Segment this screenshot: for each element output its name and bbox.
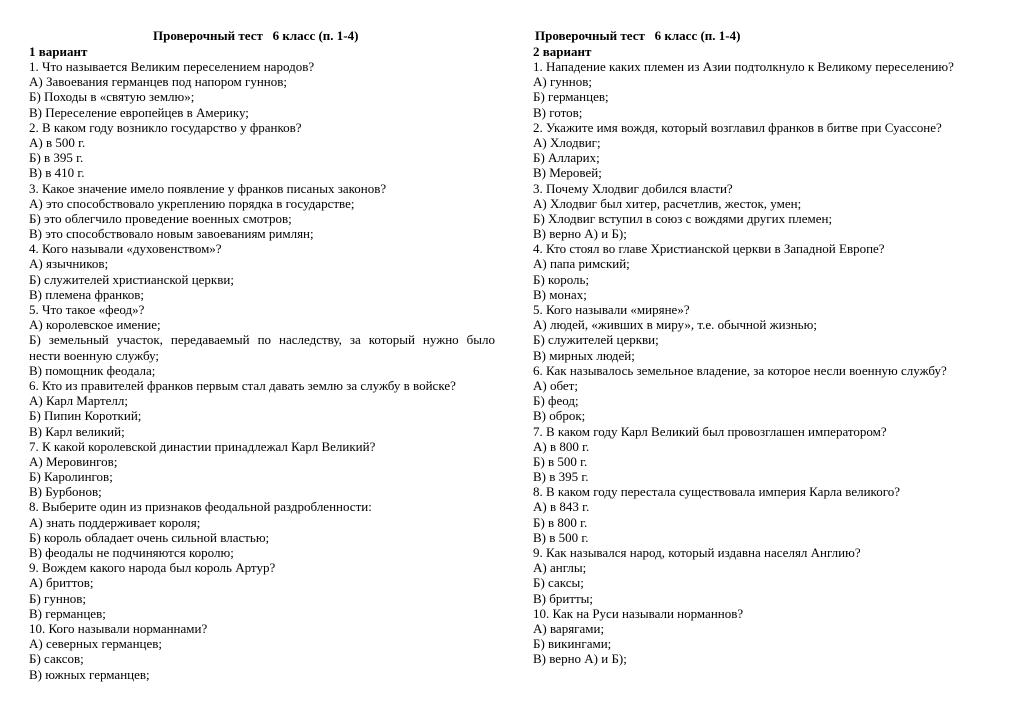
text-line: Б) гуннов; xyxy=(29,590,87,606)
text-line: 6. Кто из правителей франков первым стал давать землю за службу в войске? xyxy=(29,377,456,393)
text-line: Б) это облегчило проведение военных смотров; xyxy=(29,210,292,226)
text-line: В) германцев; xyxy=(29,605,106,621)
text-line: А) в 500 г. xyxy=(29,134,86,150)
text-line: 3. Какое значение имело появление у франков писаных законов? xyxy=(29,180,387,196)
text-line: А) Меровингов; xyxy=(29,453,118,469)
text-line: 5. Кого называли «миряне»? xyxy=(533,302,690,317)
text-line: В) монах; xyxy=(533,286,587,302)
text-line: Б) Каролингов; xyxy=(29,469,113,485)
text-line: В) в 500 г. xyxy=(533,529,589,545)
text-line: Б) земельный участок, передаваемый по наследству, за который нужно было xyxy=(29,332,495,348)
text-line: 8. В каком году перестала существовала империя Карла великого? xyxy=(533,484,900,500)
text-line: В) племена франков; xyxy=(29,286,144,302)
text-line: 5. Что такое «феод»? xyxy=(29,302,145,317)
text-line: А) папа римский; xyxy=(533,256,630,272)
question-list xyxy=(29,59,495,682)
text-line: 2. В каком году возникло государство у франков? xyxy=(29,119,302,135)
text-line: Б) Хлодвиг вступил в союз с вождями других племен; xyxy=(533,210,833,226)
text-line: А) гуннов; xyxy=(533,74,592,90)
text-line: В) в 395 г. xyxy=(533,469,589,485)
text-line: нести военную службу; xyxy=(29,347,160,363)
text-line: Б) саксов; xyxy=(29,651,84,667)
text-line: Б) викингами; xyxy=(533,636,612,652)
text-line: 10. Кого называли норманнами? xyxy=(29,620,208,636)
text-line: Б) Походы в «святую землю»; xyxy=(29,89,195,105)
text-line: В) Бурбонов; xyxy=(29,484,102,500)
text-line: А) язычников; xyxy=(29,256,109,272)
text-line: В) феодалы не подчиняются королю; xyxy=(29,545,234,560)
text-line: 1. Что называется Великим переселением народов? xyxy=(29,59,315,74)
test-title: Проверочный тест 6 класс (п. 1-4) xyxy=(153,28,359,43)
text-line: Б) германцев; xyxy=(533,89,609,105)
text-line: В) оброк; xyxy=(533,408,586,424)
text-line: Б) саксы; xyxy=(533,575,584,591)
text-line: А) Хлодвиг был хитер, расчетлив, жесток, умен; xyxy=(533,195,802,211)
text-line: А) знать поддерживает короля; xyxy=(29,514,201,530)
text-line: В) бритты; xyxy=(533,590,594,606)
text-line: 10. Как на Руси называли норманнов? xyxy=(533,605,744,621)
text-line: А) Завоевания германцев под напором гуннов; xyxy=(29,74,288,90)
text-line: В) верно А) и Б); xyxy=(533,226,627,242)
text-line: 8. Выберите один из признаков феодальной раздробленности: xyxy=(29,499,372,515)
text-line: Б) служителей христианской церкви; xyxy=(29,271,234,287)
variant-2-column xyxy=(533,28,985,667)
text-line: В) в 410 г. xyxy=(29,165,85,181)
text-line: 9. Вождем какого народа был король Артур? xyxy=(29,560,276,576)
text-line: Б) служителей церкви; xyxy=(533,332,659,348)
text-line: Б) в 500 г. xyxy=(533,453,588,469)
text-line: Б) король обладает очень сильной властью; xyxy=(29,529,270,545)
text-line: 6. Как называлось земельное владение, за которое несли военную службу? xyxy=(533,362,947,378)
text-line: Б) Пипин Короткий; xyxy=(29,408,142,424)
text-line: В) готов; xyxy=(533,104,583,120)
text-line: А) англы; xyxy=(533,560,587,576)
text-line: Б) в 395 г. xyxy=(29,150,84,166)
text-line: В) верно А) и Б); xyxy=(533,651,627,667)
text-line: 4. Кого называли «духовенством»? xyxy=(29,241,222,257)
text-line: А) людей, «живших в миру», т.е. обычной жизнью; xyxy=(533,317,817,333)
text-line: А) в 800 г. xyxy=(533,438,590,454)
text-line: В) это способствовало новым завоеваниям римлян; xyxy=(29,226,314,242)
variant-heading: 2 вариант xyxy=(533,43,592,59)
text-line: Б) Алларих; xyxy=(533,150,600,166)
text-line: 9. Как назывался народ, который издавна населял Англию? xyxy=(533,545,861,560)
text-line: Б) король; xyxy=(533,271,590,287)
text-line: А) бриттов; xyxy=(29,575,94,591)
text-line: А) это способствовало укреплению порядка в государстве; xyxy=(29,195,355,211)
text-line: В) помощник феодала; xyxy=(29,362,156,378)
text-line: Б) феод; xyxy=(533,393,579,409)
text-line: 7. В каком году Карл Великий был провозглашен императором? xyxy=(533,423,887,439)
text-line: А) обет; xyxy=(533,377,578,393)
variant-heading: 1 вариант xyxy=(29,43,88,59)
text-line: 2. Укажите имя вождя, который возглавил франков в битве при Суассоне? xyxy=(533,119,942,135)
variant-1-column xyxy=(29,28,495,682)
text-line: А) варягами; xyxy=(533,620,605,636)
text-line: А) Хлодвиг; xyxy=(533,134,601,150)
text-line: А) северных германцев; xyxy=(29,636,163,652)
text-line: В) мирных людей; xyxy=(533,347,635,363)
text-line: 4. Кто стоял во главе Христианской церкви в Западной Европе? xyxy=(533,241,885,257)
text-line: 1. Нападение каких племен из Азии подтолкнуло к Великому переселению? xyxy=(533,59,954,74)
text-line: 3. Почему Хлодвиг добился власти? xyxy=(533,180,733,196)
text-line: А) Карл Мартелл; xyxy=(29,393,128,409)
text-line: В) Меровей; xyxy=(533,165,602,181)
text-line: Б) в 800 г. xyxy=(533,514,588,530)
test-title: Проверочный тест 6 класс (п. 1-4) xyxy=(535,28,741,43)
text-line: В) Переселение европейцев в Америку; xyxy=(29,104,249,120)
question-list xyxy=(533,59,985,667)
text-line: В) южных германцев; xyxy=(29,666,150,682)
text-line: В) Карл великий; xyxy=(29,423,125,439)
text-line: 7. К какой королевской династии принадлежал Карл Великий? xyxy=(29,438,376,454)
text-line: А) королевское имение; xyxy=(29,317,161,333)
text-line: А) в 843 г. xyxy=(533,499,590,515)
